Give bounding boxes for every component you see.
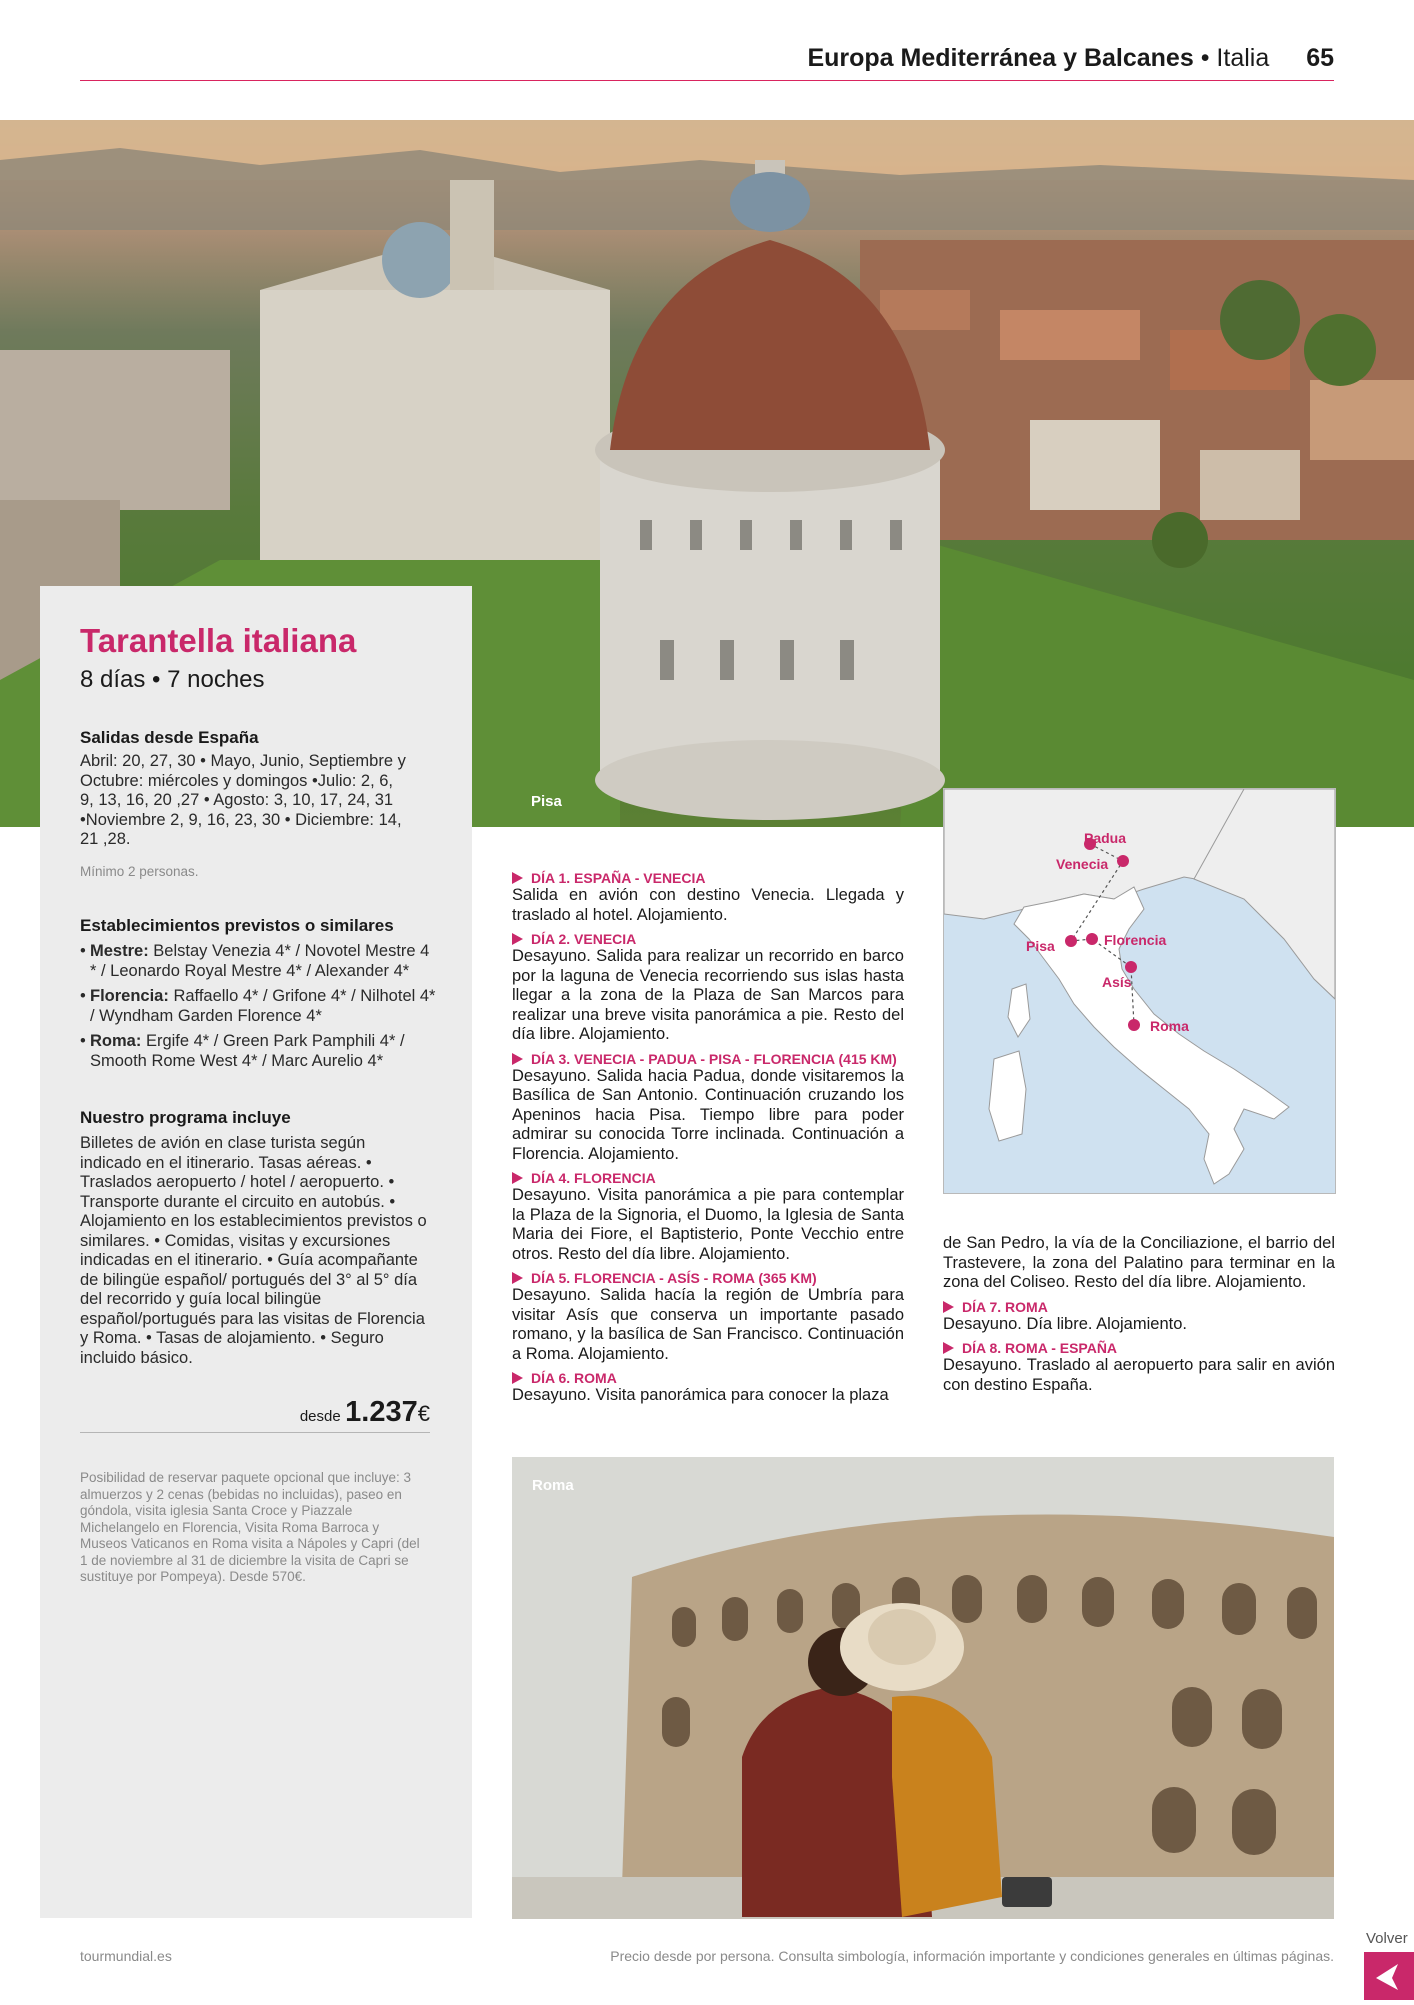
map-label-roma: Roma — [1150, 1018, 1189, 1034]
day-4-text: Desayuno. Visita panorámica a pie para contemplar la Plaza de la Signoria, el Duomo, la Iglesia de Santa Maria dei Fiore, el Baptisterio, Ponte Vecchio entre otros. Resto del día libre. Alojamiento. — [512, 1186, 904, 1263]
hotel-list — [80, 942, 440, 1077]
back-button[interactable] — [1364, 1952, 1414, 2000]
arrow-right-icon — [512, 1272, 523, 1284]
footer-disclaimer: Precio desde por persona. Consulta simbología, información importante y condiciones generales en últimas páginas. — [610, 1948, 1334, 1964]
map-label-padua: Padua — [1084, 830, 1127, 846]
itinerary-column-1 — [512, 870, 904, 1406]
footer-website[interactable]: tourmundial.es — [80, 1948, 172, 1964]
optional-package-note: Posibilidad de reservar paquete opcional que incluye: 3 almuerzos y 2 cenas (bebidas no incluidas), paseo en góndola, visita iglesia Santa Croce y Piazzale Michelangelo en Florencia, Visita Roma Barroca y Museos Vaticanos en Roma visita a Nápoles y Capri (del 1 de noviembre al 31 de diciembre la visita de Capri se sustituye por Pompeya). Desde 570€. — [80, 1470, 420, 1584]
day-1-heading: DÍA 1. ESPAÑA - VENECIA — [512, 870, 904, 886]
hotels-heading: Establecimientos previstos o similares — [80, 916, 394, 935]
rome-photo — [512, 1457, 1334, 1919]
day-3-heading: DÍA 3. VENECIA - PADUA - PISA - FLORENCIA (415 KM) — [512, 1051, 904, 1067]
arrow-right-icon — [512, 1053, 523, 1065]
price-value: 1.237€ — [345, 1396, 430, 1428]
day-4-heading: DÍA 4. FLORENCIA — [512, 1170, 904, 1186]
day-5-text: Desayuno. Salida hacía la región de Umbría para visitar Asís que conserva un importante pasado romano, y la basílica de San Francisco. Continuación a Roma. Alojamiento. — [512, 1286, 904, 1363]
day-1-text: Salida en avión con destino Venecia. Llegada y traslado al hotel. Alojamiento. — [512, 886, 904, 924]
header-title — [807, 44, 1334, 73]
map-label-pisa: Pisa — [1026, 938, 1055, 954]
page-number: 65 — [1306, 44, 1334, 72]
day-7-heading: DÍA 7. ROMA — [943, 1299, 1335, 1315]
trip-duration: 8 días • 7 noches — [80, 666, 265, 693]
day-8-heading: DÍA 8. ROMA - ESPAÑA — [943, 1340, 1335, 1356]
arrow-right-icon — [943, 1342, 954, 1354]
map-label-asis: Asís — [1102, 974, 1132, 990]
map-label-venecia: Venecia — [1056, 856, 1109, 872]
header-country: Italia — [1216, 44, 1270, 72]
arrow-right-icon — [512, 1172, 523, 1184]
includes-heading: Nuestro programa incluye — [80, 1108, 291, 1127]
arrow-right-icon — [943, 1301, 954, 1313]
arrow-right-icon — [512, 933, 523, 945]
price-row — [80, 1396, 430, 1433]
departures-heading: Salidas desde España — [80, 728, 259, 747]
rome-caption: Roma — [532, 1477, 574, 1494]
pisa-marker — [1065, 935, 1077, 947]
florencia-marker — [1086, 933, 1098, 945]
italy-map-illustration — [944, 789, 1335, 1193]
trip-title: Tarantella italiana — [80, 622, 357, 659]
back-label[interactable]: Volver — [1366, 1930, 1408, 1947]
route-map — [943, 788, 1336, 1194]
roma-marker — [1128, 1019, 1140, 1031]
hotel-item-florencia: • Florencia: Raffaello 4* / Grifone 4* / Nilhotel 4* / Wyndham Garden Florence 4* — [80, 987, 440, 1026]
page-header — [80, 44, 1334, 81]
itinerary-column-2 — [943, 1234, 1335, 1395]
padua-marker — [1117, 855, 1129, 867]
day-6-continued-text: de San Pedro, la vía de la Conciliazione, el barrio del Trastevere, la zona del Palatino para terminar en la zona del Coliseo. Resto del día libre. Alojamiento. — [943, 1234, 1335, 1291]
colosseum-illustration — [512, 1457, 1334, 1919]
day-8-text: Desayuno. Traslado al aeropuerto para salir en avión con destino España. — [943, 1356, 1335, 1394]
arrow-left-icon — [1364, 1952, 1414, 2000]
hotel-item-mestre: • Mestre: Belstay Venezia 4* / Novotel Mestre 4 * / Leonardo Royal Mestre 4* / Alexander 4* — [80, 942, 440, 981]
price-prefix: desde — [299, 1408, 341, 1425]
day-7-text: Desayuno. Día libre. Alojamiento. — [943, 1314, 1187, 1333]
day-2-heading: DÍA 2. VENECIA — [512, 931, 904, 947]
day-3-text: Desayuno. Salida hacia Padua, donde visitaremos la Basílica de San Antonio. Continuación cruzando los Apeninos hacia Pisa. Tiempo libre para poder admirar su conocida Torre inclinada. Continuación a Florencia. Alojamiento. — [512, 1066, 904, 1163]
trip-info-panel — [40, 586, 472, 1918]
arrow-right-icon — [512, 872, 523, 884]
day-5-heading: DÍA 5. FLORENCIA - ASÍS - ROMA (365 KM) — [512, 1270, 904, 1286]
asis-marker — [1125, 961, 1137, 973]
hotel-item-roma: • Roma: Ergife 4* / Green Park Pamphili 4* / Smooth Rome West 4* / Marc Aurelio 4* — [80, 1032, 440, 1071]
arrow-right-icon — [512, 1372, 523, 1384]
includes-text: Billetes de avión en clase turista según indicado en el itinerario. Tasas aéreas. • Traslados aeropuerto / hotel / aeropuerto. • Transporte durante el circuito en autobús. • Alojamiento en los establecimientos previstos o similares. • Comidas, visitas y excursiones indicadas en el itinerario. • Guía acompañante de bilingüe español/ portugués del 3° al 5° día del recorrido y guía local bilingüe español/portugués para las visitas de Florencia y Roma. • Tasas de alojamiento. • Seguro incluido básico. — [80, 1134, 427, 1367]
departures-text: Abril: 20, 27, 30 • Mayo, Junio, Septiembre y Octubre: miércoles y domingos •Julio: 2, 6, 9, 13, 16, 20 ,27 • Agosto: 3, 10, 17, 24, 31 •Noviembre 2, 9, 16, 23, 30 • Diciembre: 14, 21 ,28. — [80, 752, 406, 848]
hero-caption: Pisa — [531, 793, 562, 810]
map-label-florencia: Florencia — [1104, 932, 1167, 948]
header-section: Europa Mediterránea y Balcanes — [807, 44, 1194, 72]
minimum-note: Mínimo 2 personas. — [80, 864, 199, 879]
day-6-text: Desayuno. Visita panorámica para conocer la plaza — [512, 1386, 889, 1404]
day-2-text: Desayuno. Salida para realizar un recorrido en barco por la laguna de Venecia recorriendo sus islas hasta llegar a la zona de la Plaza de San Marcos para realizar una breve visita panorámica a pie. Resto del día libre. Alojamiento. — [512, 947, 904, 1043]
day-6-heading: DÍA 6. ROMA — [512, 1370, 904, 1386]
header-separator: • — [1200, 44, 1210, 72]
